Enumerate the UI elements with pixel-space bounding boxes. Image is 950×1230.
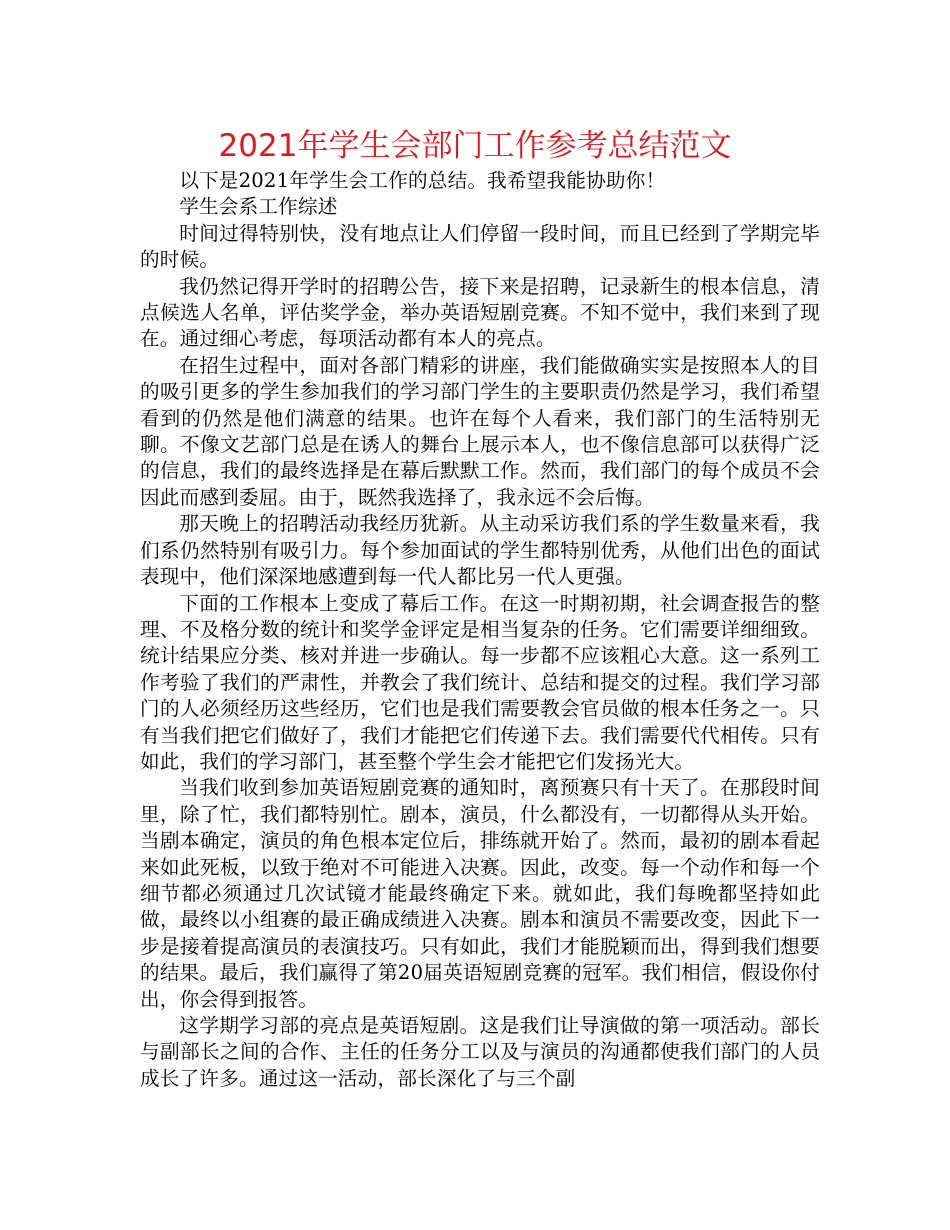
paragraph: 下面的工作根本上变成了幕后工作。在这一时期初期，社会调查报告的整理、不及格分数的统计和奖学金评定是相当复杂的任务。它们需要详细细致。统计结果应分类、核对并进一步确认。每一步都不应该粗心大意。这一系列工作考验了我们的严肃性，并教会了我们统计、总结和提交的过程。我们学习部门的人必须经历这些经历，它们也是我们需要教会官员做的根本任务之一。只有当我们把它们做好了，我们才能把它们传递下去。我们需要代代相传。只有如此，我们的学习部门，甚至整个学生会才能把它们发扬光大。 xyxy=(140,591,820,773)
paragraph: 当我们收到参加英语短剧竞赛的通知时，离预赛只有十天了。在那段时间里，除了忙，我们都特别忙。剧本，演员，什么都没有，一切都得从头开始。当剧本确定，演员的角色根本定位后，排练就开始了。然而，最初的剧本看起来如此死板，以致于绝对不可能进入决赛。因此，改变。每一个动作和每一个细节都必须通过几次试镜才能最终确定下来。就如此，我们每晚都坚持如此做，最终以小组赛的最正确成绩进入决赛。剧本和演员不需要改变，因此下一步是接着提高演员的表演技巧。只有如此，我们才能脱颖而出，得到我们想要的结果。最后，我们赢得了第20届英语短剧竞赛的冠军。我们相信，假设你付出，你会得到报答。 xyxy=(140,776,820,1011)
paragraph: 这学期学习部的亮点是英语短剧。这是我们让导演做的第一项活动。部长与副部长之间的合作、主任的任务分工以及与演员的沟通都使我们部门的人员成长了许多。通过这一活动，部长深化了与三个副 xyxy=(140,1014,820,1090)
paragraph: 我仍然记得开学时的招聘公告，接下来是招聘，记录新生的根本信息，清点候选人名单，评估奖学金，举办英语短剧竞赛。不知不觉中，我们来到了现在。通过细心考虑，每项活动都有本人的亮点。 xyxy=(140,274,820,351)
paragraph: 那天晚上的招聘活动我经历犹新。从主动采访我们系的学生数量来看，我们系仍然特别有吸引力。每个参加面试的学生都特别优秀，从他们出色的面试表现中，他们深深地感遭到每一代人都比另一代人更强。 xyxy=(140,512,820,589)
paragraph: 在招生过程中，面对各部门精彩的讲座，我们能做确实实是按照本人的目的吸引更多的学生参加我们的学习部门学生的主要职责仍然是学习，我们希望看到的仍然是他们满意的结果。也许在每个人看来，我们部门的生活特别无聊。不像文艺部门总是在诱人的舞台上展示本人，也不像信息部可以获得广泛的信息，我们的最终选择是在幕后默默工作。然而，我们部门的每个成员不会因此而感到委屈。由于，既然我选择了，我永远不会后悔。 xyxy=(140,353,820,509)
document-title: 2021年学生会部门工作参考总结范文 xyxy=(218,128,732,164)
document-body xyxy=(140,168,820,1092)
paragraph-heading: 学生会系工作综述 xyxy=(179,195,338,219)
paragraph: 时间过得特别快，没有地点让人们停留一段时间，而且已经到了学期完毕的时候。 xyxy=(140,221,820,272)
paragraph-intro: 以下是2021年学生会工作的总结。我希望我能协助你！ xyxy=(179,169,666,192)
